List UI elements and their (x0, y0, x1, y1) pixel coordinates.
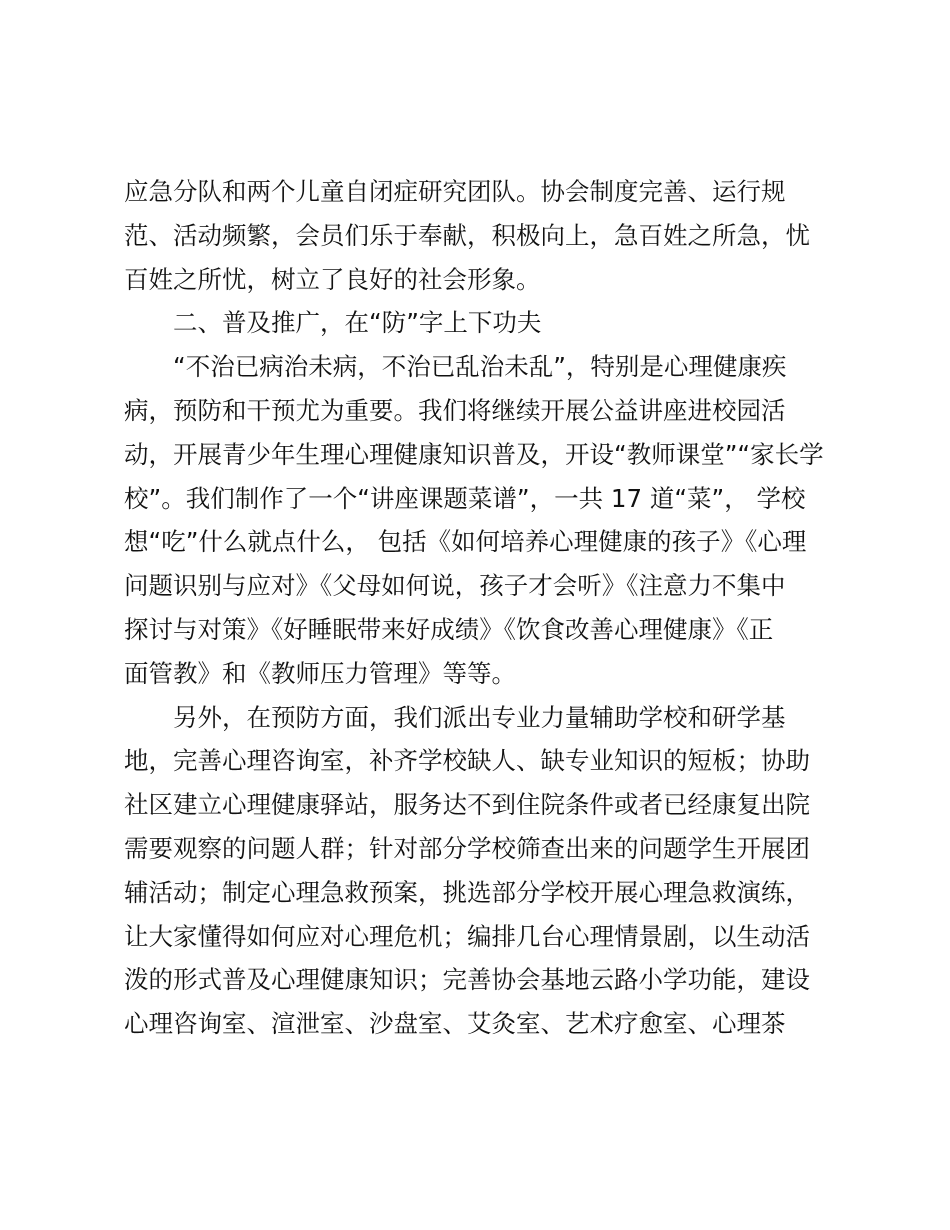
text-line: 想“吃”什么就点什么， 包括《如何培养心理健康的孩子》《心理 (124, 527, 807, 557)
text-line: 应急分队和两个儿童自闭症研究团队。协会制度完善、运行规 (124, 177, 786, 206)
text-line: 让大家懂得如何应对心理危机；编排几台心理情景剧，以生动活 (124, 921, 810, 951)
text-line: 社区建立心理健康驿站，服务达不到住院条件或者已经康复出院 (124, 790, 810, 820)
text-line: 问题识别与应对》《父母如何说，孩子才会听》《注意力不集中 (124, 571, 786, 601)
text-line: 另外，在预防方面，我们派出专业力量辅助学校和研学基 (173, 702, 786, 732)
text-line: 辅活动；制定心理急救预案，挑选部分学校开展心理急救演练， (124, 877, 810, 907)
text-line: 病，预防和干预尤为重要。我们将继续开展公益讲座进校园活 (124, 395, 786, 425)
paragraph-intro (124, 170, 844, 301)
text-line: 心理咨询室、渲泄室、沙盘室、艾灸室、艺术疗愈室、心理茶 (124, 1009, 786, 1039)
text-line: 百姓之所忧，树立了良好的社会形象。 (124, 264, 541, 294)
text-line: 需要观察的问题人群；针对部分学校筛查出来的问题学生开展团 (124, 833, 810, 863)
text-line: 校”。我们制作了一个“讲座课题菜谱”，一共 17 道“菜”， 学校 (124, 483, 806, 513)
section-heading (124, 301, 844, 345)
document-body (124, 170, 844, 1046)
heading-line: 二、普及推广，在“防”字上下功夫 (173, 308, 542, 338)
text-line: 范、活动频繁，会员们乐于奉献，积极向上，急百姓之所急，忧 (124, 220, 810, 250)
text-line: 面管教》和《教师压力管理》等等。 (124, 658, 516, 688)
text-line: “不治已病治未病，不治已乱治未乱”，特别是心理健康疾 (173, 352, 787, 382)
text-line: 探讨与对策》《好睡眠带来好成绩》《饮食改善心理健康》《正 (124, 614, 774, 644)
paragraph-measures (124, 696, 844, 1046)
text-line: 动，开展青少年生理心理健康知识普及，开设“教师课堂”“家长学 (124, 439, 824, 469)
text-line: 地，完善心理咨询室，补齐学校缺人、缺专业知识的短板；协助 (124, 746, 810, 776)
text-line: 泼的形式普及心理健康知识；完善协会基地云路小学功能，建设 (124, 965, 810, 995)
paragraph-prevention (124, 345, 844, 695)
